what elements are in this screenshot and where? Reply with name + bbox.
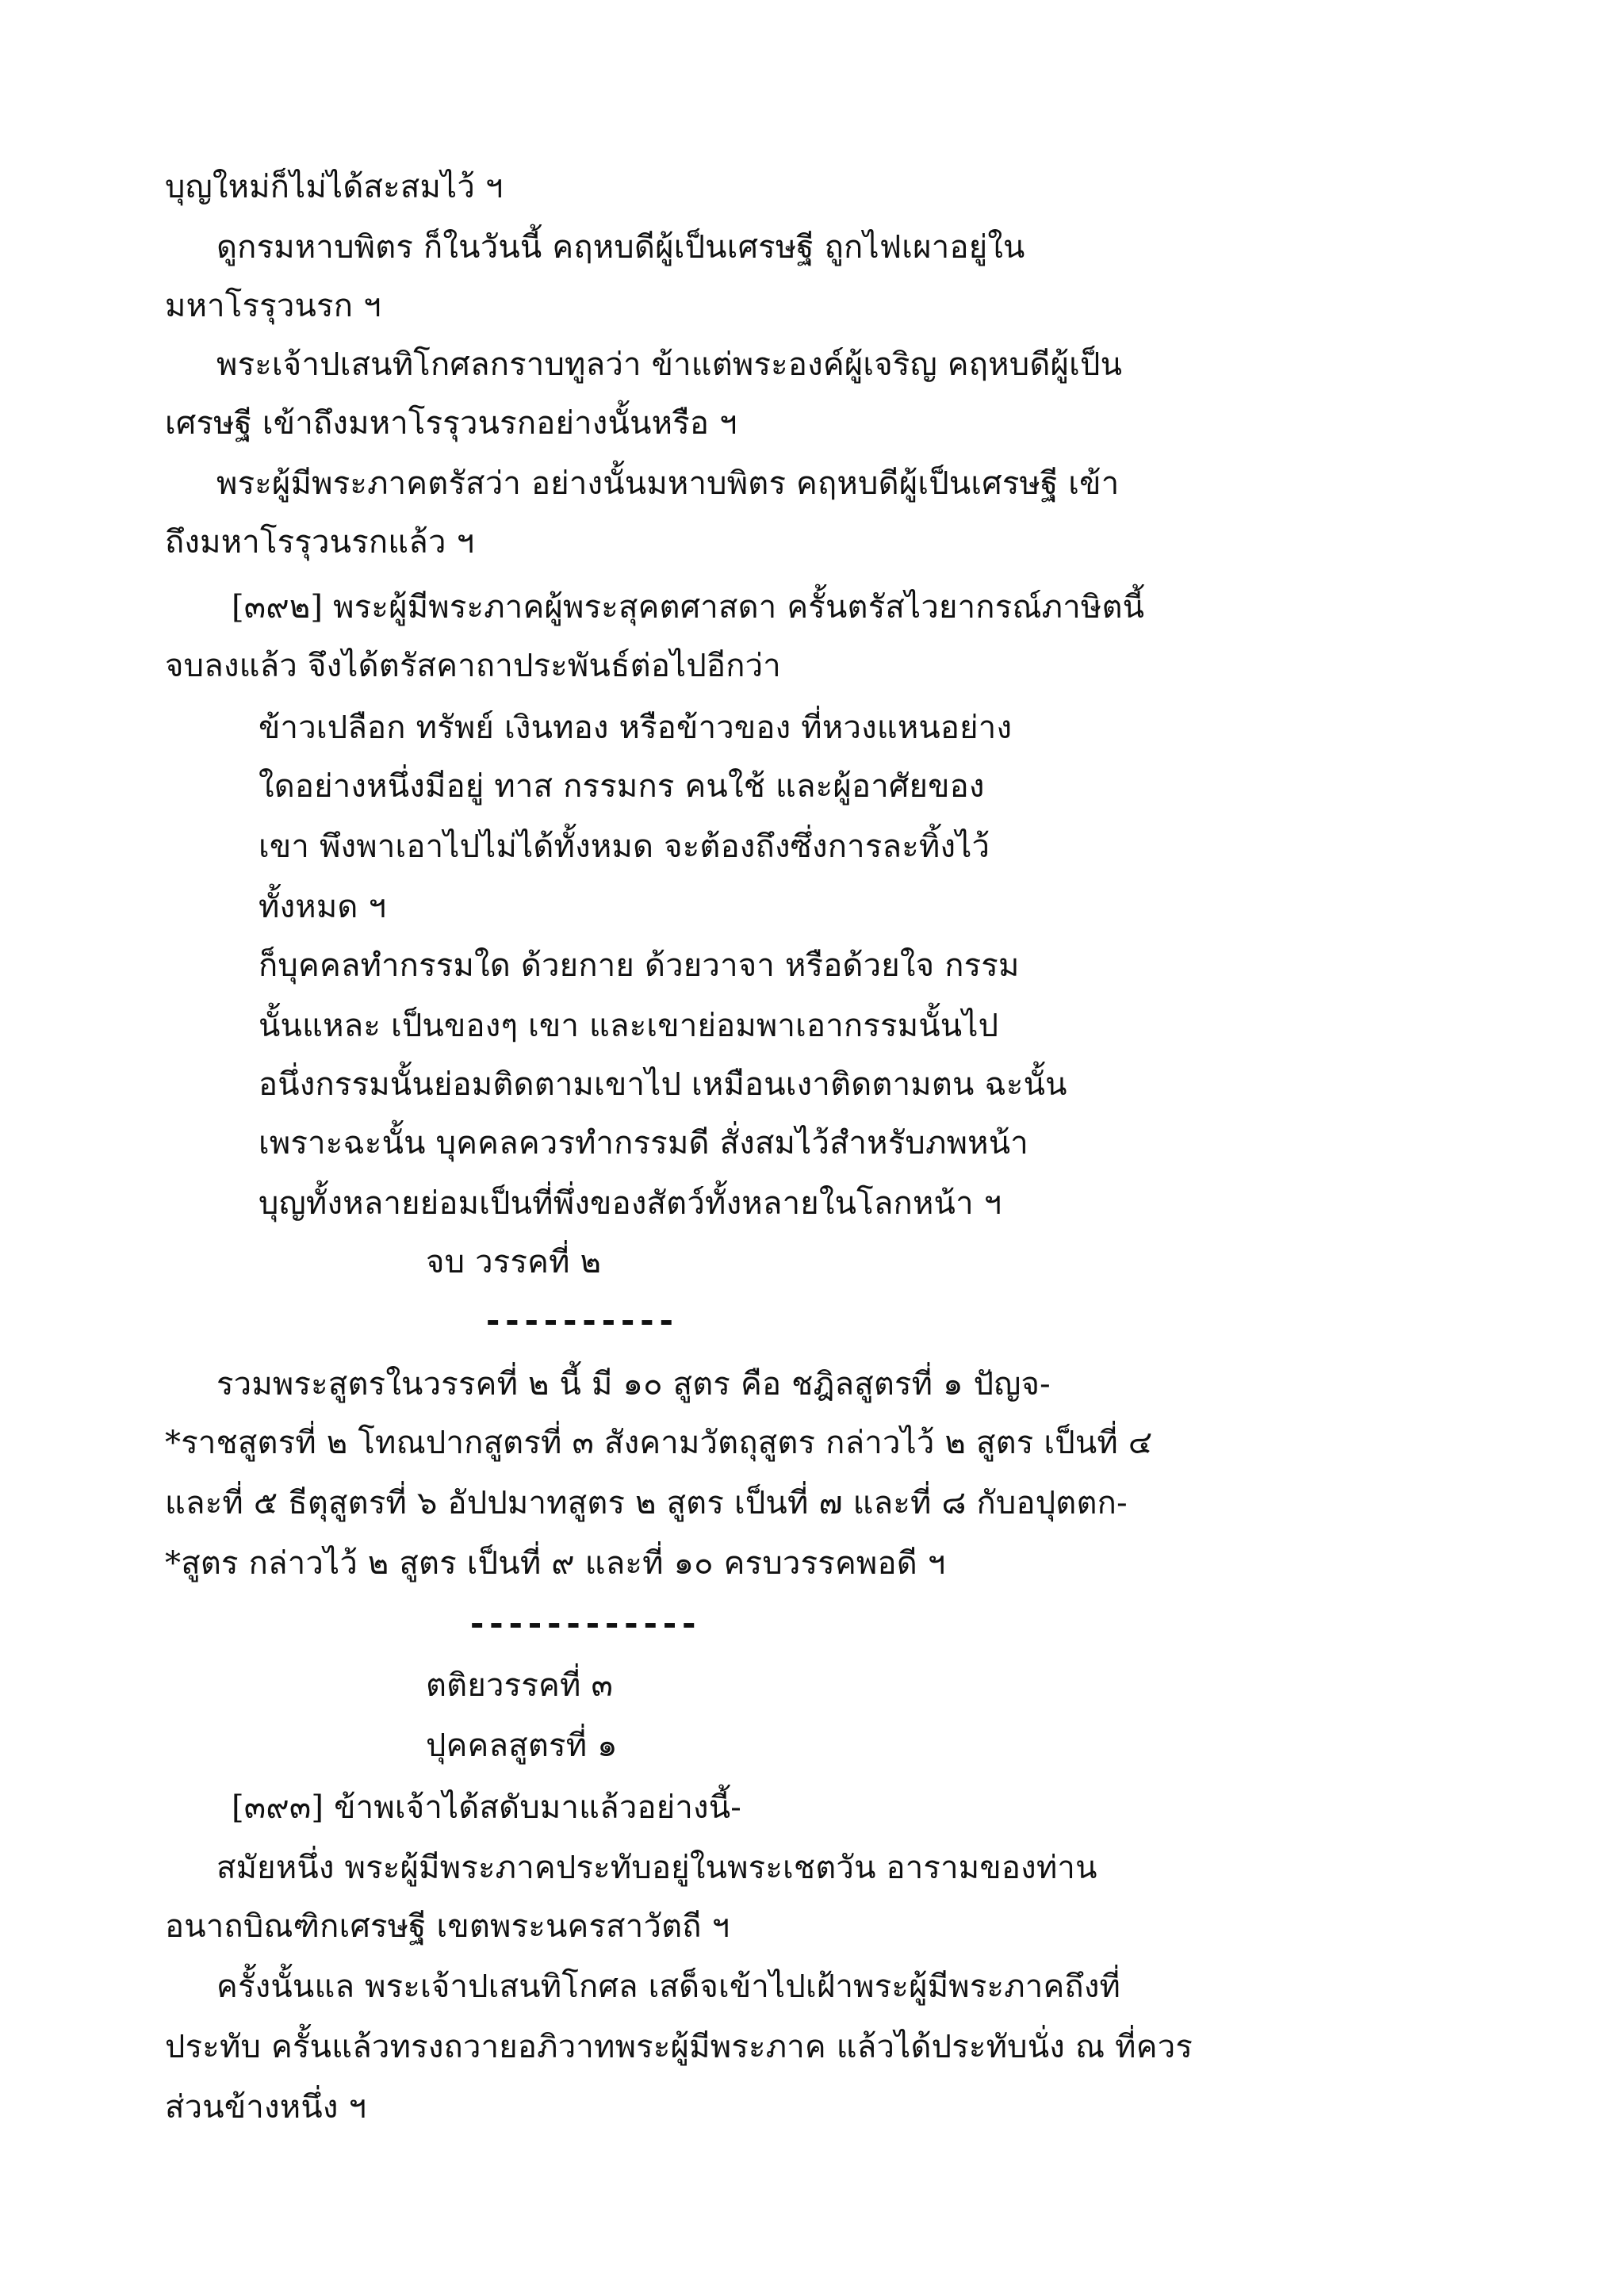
text-line: อนาถบิณฑิกเศรษฐี เขตพระนครสาวัตถี ฯ <box>165 1908 730 1945</box>
text-line: จบลงแล้ว จึงได้ตรัสคาถาประพันธ์ต่อไปอีกว่า <box>165 648 781 684</box>
text-line: ครั้งนั้นแล พระเจ้าปเสนทิโกศล เสด็จเข้าไปเฝ้าพระผู้มีพระภาคถึงที่ <box>216 1969 1121 2005</box>
verse-line: ข้าวเปลือก ทรัพย์ เงินทอง หรือข้าวของ ที่หวงแหนอย่าง <box>259 710 1013 746</box>
verse-line: บุญทั้งหลายย่อมเป็นที่พึ่งของสัตว์ทั้งหลายในโลกหน้า ฯ <box>259 1185 1002 1222</box>
text-line: ประทับ ครั้นแล้วทรงถวายอภิวาทพระผู้มีพระภาค แล้วได้ประทับนั่ง ณ ที่ควร <box>165 2029 1193 2065</box>
section-number-line: [๓๙๒] พระผู้มีพระภาคผู้พระสุคตศาสดา ครั้นตรัสไวยากรณ์ภาษิตนี้ <box>232 589 1145 626</box>
text-line: พระผู้มีพระภาคตรัสว่า อย่างนั้นมหาบพิตร คฤหบดีผู้เป็นเศรษฐี เข้า <box>216 465 1120 502</box>
section-number-line: [๓๙๓] ข้าพเจ้าได้สดับมาแล้วอย่างนี้- <box>232 1789 742 1826</box>
summary-line: *สูตร กล่าวไว้ ๒ สูตร เป็นที่ ๙ และที่ ๑๐ ครบวรรคพอดี ฯ <box>165 1545 946 1582</box>
text-line: พระเจ้าปเสนทิโกศลกราบทูลว่า ข้าแต่พระองค์ผู้เจริญ คฤหบดีผู้เป็น <box>216 346 1123 383</box>
summary-line: *ราชสูตรที่ ๒ โทณปากสูตรที่ ๓ สังคามวัตถุสูตร กล่าวไว้ ๒ สูตร เป็นที่ ๔ <box>165 1425 1153 1461</box>
verse-line: นั้นแหละ เป็นของๆ เขา และเขาย่อมพาเอากรรมนั้นไป <box>259 1008 999 1044</box>
text-line: มหาโรรุวนรก ฯ <box>165 288 381 324</box>
chapter-title: ตติยวรรคที่ ๓ <box>426 1667 614 1704</box>
summary-line: รวมพระสูตรในวรรคที่ ๒ นี้ มี ๑๐ สูตร คือ ชฎิลสูตรที่ ๑ ปัญจ- <box>216 1366 1051 1402</box>
text-line: เศรษฐี เข้าถึงมหาโรรุวนรกอย่างนั้นหรือ ฯ <box>165 405 737 442</box>
verse-line: อนึ่งกรรมนั้นย่อมติดตามเขาไป เหมือนเงาติดตามตน ฉะนั้น <box>259 1066 1067 1103</box>
text-line: ส่วนข้างหนึ่ง ฯ <box>165 2089 367 2126</box>
section-divider: ---------- <box>483 1301 676 1340</box>
text-line: ดูกรมหาบพิตร ก็ในวันนี้ คฤหบดีผู้เป็นเศรษฐี ถูกไฟเผาอยู่ใน <box>216 229 1025 266</box>
verse-line: ใดอย่างหนึ่งมีอยู่ ทาส กรรมกร คนใช้ และผู้อาศัยของ <box>259 768 985 805</box>
verse-line: เพราะฉะนั้น บุคคลควรทำกรรมดี สั่งสมไว้สำหรับภพหน้า <box>259 1125 1028 1161</box>
section-divider: ------------ <box>467 1604 699 1643</box>
summary-line: และที่ ๕ ธีตุสูตรที่ ๖ อัปปมาทสูตร ๒ สูตร เป็นที่ ๗ และที่ ๘ กับอปุตตก- <box>165 1485 1128 1521</box>
verse-line: ก็บุคคลทำกรรมใด ด้วยกาย ด้วยวาจา หรือด้วยใจ กรรม <box>259 947 1020 984</box>
sutta-title: ปุคคลสูตรที่ ๑ <box>426 1728 618 1764</box>
text-line: ถึงมหาโรรุวนรกแล้ว ฯ <box>165 524 475 561</box>
text-line: บุญใหม่ก็ไม่ได้สะสมไว้ ฯ <box>165 169 504 205</box>
chapter-end-title: จบ วรรคที่ ๒ <box>426 1244 602 1280</box>
verse-line: เขา พึงพาเอาไปไม่ได้ทั้งหมด จะต้องถึงซึ่งการละทิ้งไว้ <box>259 828 990 865</box>
verse-line: ทั้งหมด ฯ <box>259 889 387 925</box>
text-line: สมัยหนึ่ง พระผู้มีพระภาคประทับอยู่ในพระเชตวัน อารามของท่าน <box>216 1850 1097 1886</box>
